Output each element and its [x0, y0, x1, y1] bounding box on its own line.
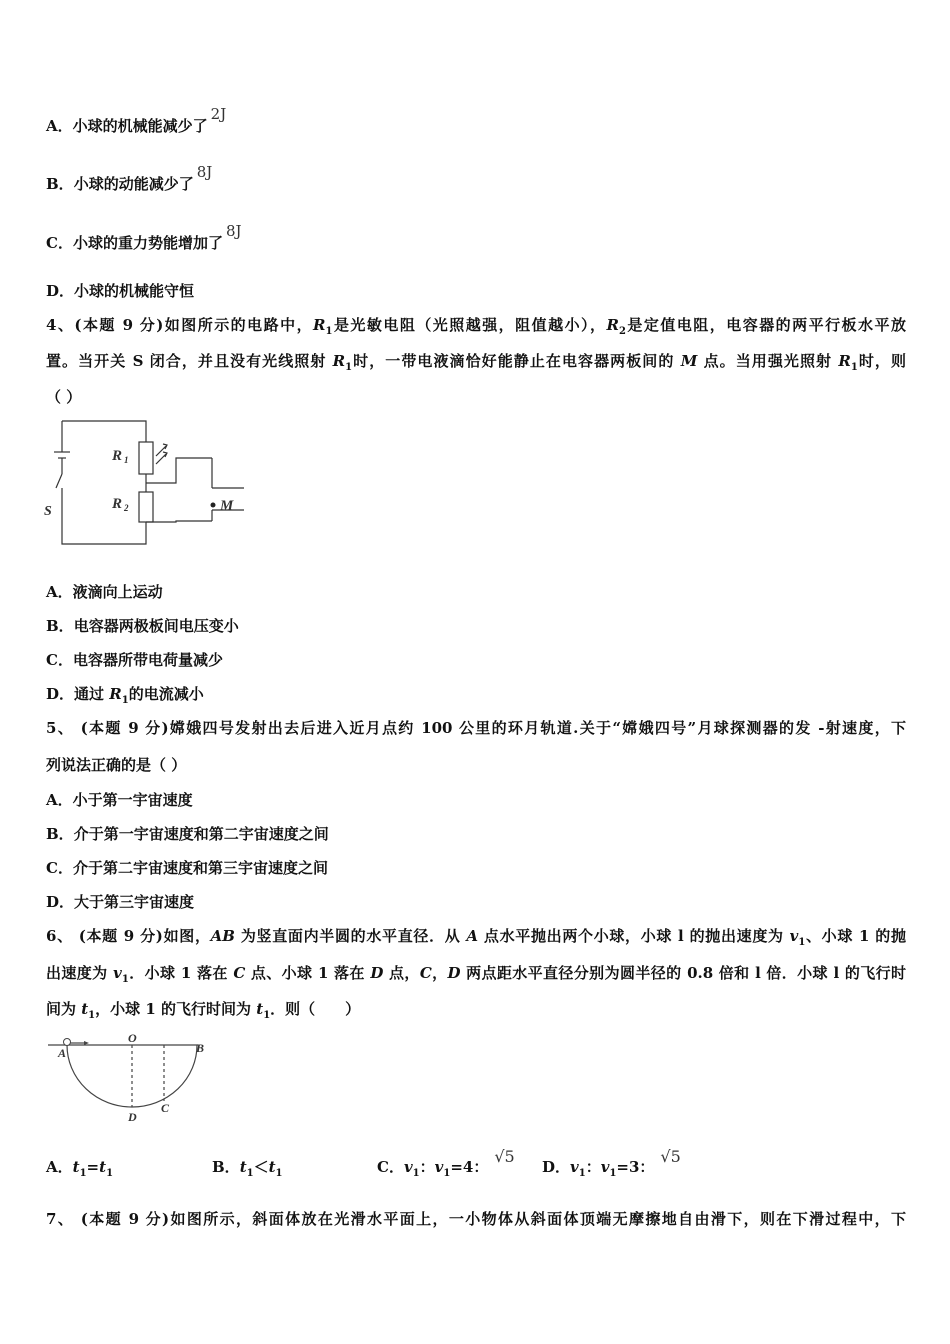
q6-option-c[interactable]: C．$v_1$：$v_1=4$：√5: [377, 1147, 515, 1179]
point-c-label: C: [161, 1101, 170, 1115]
r2-label: R: [112, 496, 123, 512]
q3-option-c[interactable]: C．小球的重力势能增加了8J: [46, 222, 242, 252]
point-b-label: B: [196, 1041, 205, 1055]
q6-stem-line2: 出速度为 $v_1$．小球 1 落在 C 点、小球 1 落在 D 点，C，D 两点距水平直径分别为圆半径的 0.8 倍和 l 倍．小球 l 的飞行时: [46, 964, 906, 985]
q6-option-d[interactable]: D．$v_1$：$v_1=3$：√5: [542, 1147, 681, 1179]
q5-option-a[interactable]: A．小于第一宇宙速度: [46, 791, 193, 809]
q5-stem-line1: 5、 (本题 9 分)嫦娥四号发射出去后进入近月点约 100 公里的环月轨道.关于“嫦娥四号”月球探测器的发 -射速度，下: [46, 719, 907, 737]
r1-label: R: [112, 448, 123, 464]
point-a-label: A: [58, 1046, 67, 1060]
point-d-label: D: [128, 1110, 137, 1124]
q4-stem-line2: 置。当开关 S 闭合，并且没有光线照射 $R_1$时，一带电液滴恰好能静止在电容器两板间的 M 点。当用强光照射 $R_1$时，则: [46, 352, 906, 373]
q6-semicircle-figure: [40, 1030, 220, 1125]
q5-option-d[interactable]: D．大于第三宇宙速度: [46, 893, 195, 911]
point-o-label: O: [128, 1031, 137, 1045]
q3-option-a-value: 2J: [210, 105, 227, 123]
q6-option-b[interactable]: B．$t_1<t_1$: [212, 1158, 283, 1179]
q3-option-b[interactable]: B．小球的动能减少了8J: [46, 163, 213, 193]
q3-option-d[interactable]: D．小球的机械能守恒: [46, 282, 195, 300]
sqrt-5: √5: [494, 1147, 515, 1166]
q6-option-a[interactable]: A．$t_1=t_1$: [46, 1158, 114, 1179]
q4-stem-line3: （ ）: [46, 388, 82, 406]
q3-option-b-value: 8J: [196, 163, 213, 181]
q4-stem-line1: 4、(本题 9 分)如图所示的电路中，$R_1$是光敏电阻（光照越强，阻值越小），$R_2$是定值电阻，电容器的两平行板水平放: [46, 316, 906, 337]
q5-stem-line2: 列说法正确的是（ ）: [46, 756, 187, 774]
q3-option-c-value: 8J: [225, 222, 242, 240]
q4-option-b[interactable]: B．电容器两极板间电压变小: [46, 617, 239, 635]
point-m-label: M: [220, 498, 234, 514]
sqrt-5: √5: [660, 1147, 681, 1166]
q5-option-b[interactable]: B．介于第一宇宙速度和第二宇宙速度之间: [46, 825, 329, 843]
q4-option-a[interactable]: A．液滴向上运动: [46, 583, 163, 601]
switch-label: S: [44, 504, 52, 519]
q4-option-d[interactable]: D．通过 $R_1$的电流减小: [46, 685, 204, 706]
q4-option-c[interactable]: C．电容器所带电荷量减少: [46, 651, 223, 669]
svg-text:2: 2: [124, 503, 129, 513]
q6-stem-line3: 间为 $t_1$，小球 1 的飞行时间为 $t_1$．则（ ）: [46, 1000, 361, 1021]
q4-circuit-figure: [40, 412, 260, 552]
q3-option-a[interactable]: A．小球的机械能减少了2J: [46, 105, 227, 135]
q7-stem-line1: 7、 (本题 9 分)如图所示，斜面体放在光滑水平面上，一小物体从斜面体顶端无摩擦地自由滑下，则在下滑过程中，下: [46, 1210, 906, 1228]
svg-text:1: 1: [124, 455, 129, 465]
q5-option-c[interactable]: C．介于第二宇宙速度和第三宇宙速度之间: [46, 859, 328, 877]
q6-stem-line1: 6、 (本题 9 分)如图，AB 为竖直面内半圆的水平直径．从 A 点水平抛出两个小球，小球 l 的抛出速度为 $v_1$、小球 1 的抛: [46, 927, 906, 948]
